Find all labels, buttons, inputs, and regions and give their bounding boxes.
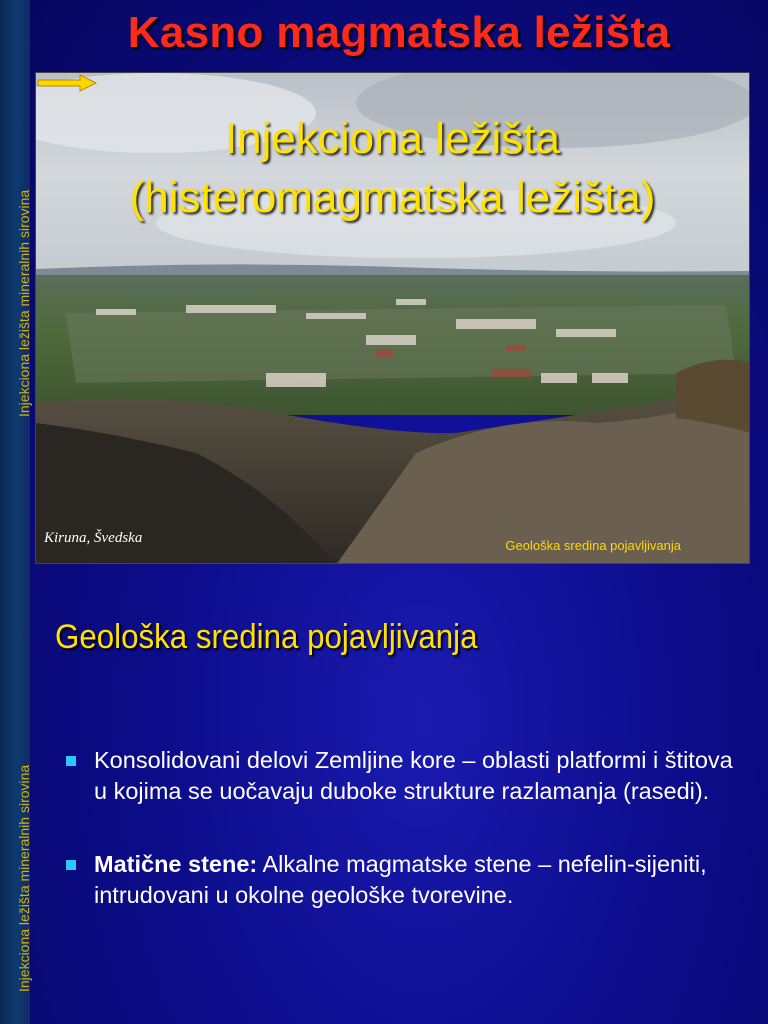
photo-caption: Kiruna, Švedska	[44, 530, 143, 546]
slide-title: Kasno magmatska ležišta	[127, 8, 671, 57]
bullet-bold-text: Matične stene:	[94, 851, 258, 877]
geology-link[interactable]: Geološka sredina pojavljivanja	[505, 538, 681, 553]
arrow-right-icon[interactable]	[36, 73, 98, 93]
photo-heading	[36, 109, 749, 227]
photo-heading-line2: (histeromagmatska ležišta)	[129, 173, 656, 222]
photo-heading-line1: Injekciona ležišta	[224, 114, 561, 163]
square-bullet-icon	[66, 756, 76, 766]
bullet-list	[66, 745, 746, 953]
list-item	[66, 849, 746, 911]
bullet-text: Konsolidovani delovi Zemljine kore – oblasti platformi i štitova u kojima se uočavaju duboke strukture razlamanja (rasedi).	[94, 747, 733, 804]
side-label-text: Injekciona ležišta mineralnih sirovina	[16, 764, 32, 992]
list-item	[66, 745, 746, 807]
landscape-photo	[35, 72, 750, 564]
side-label-text: Injekciona ležišta mineralnih sirovina	[16, 189, 32, 417]
section-title: Geološka sredina pojavljivanja	[55, 618, 478, 656]
bullet-text: Alkalne magmatske stene – nefelin-sijeniti, intrudovani u okolne geološke tvorevine.	[94, 851, 707, 908]
square-bullet-icon	[66, 860, 76, 870]
